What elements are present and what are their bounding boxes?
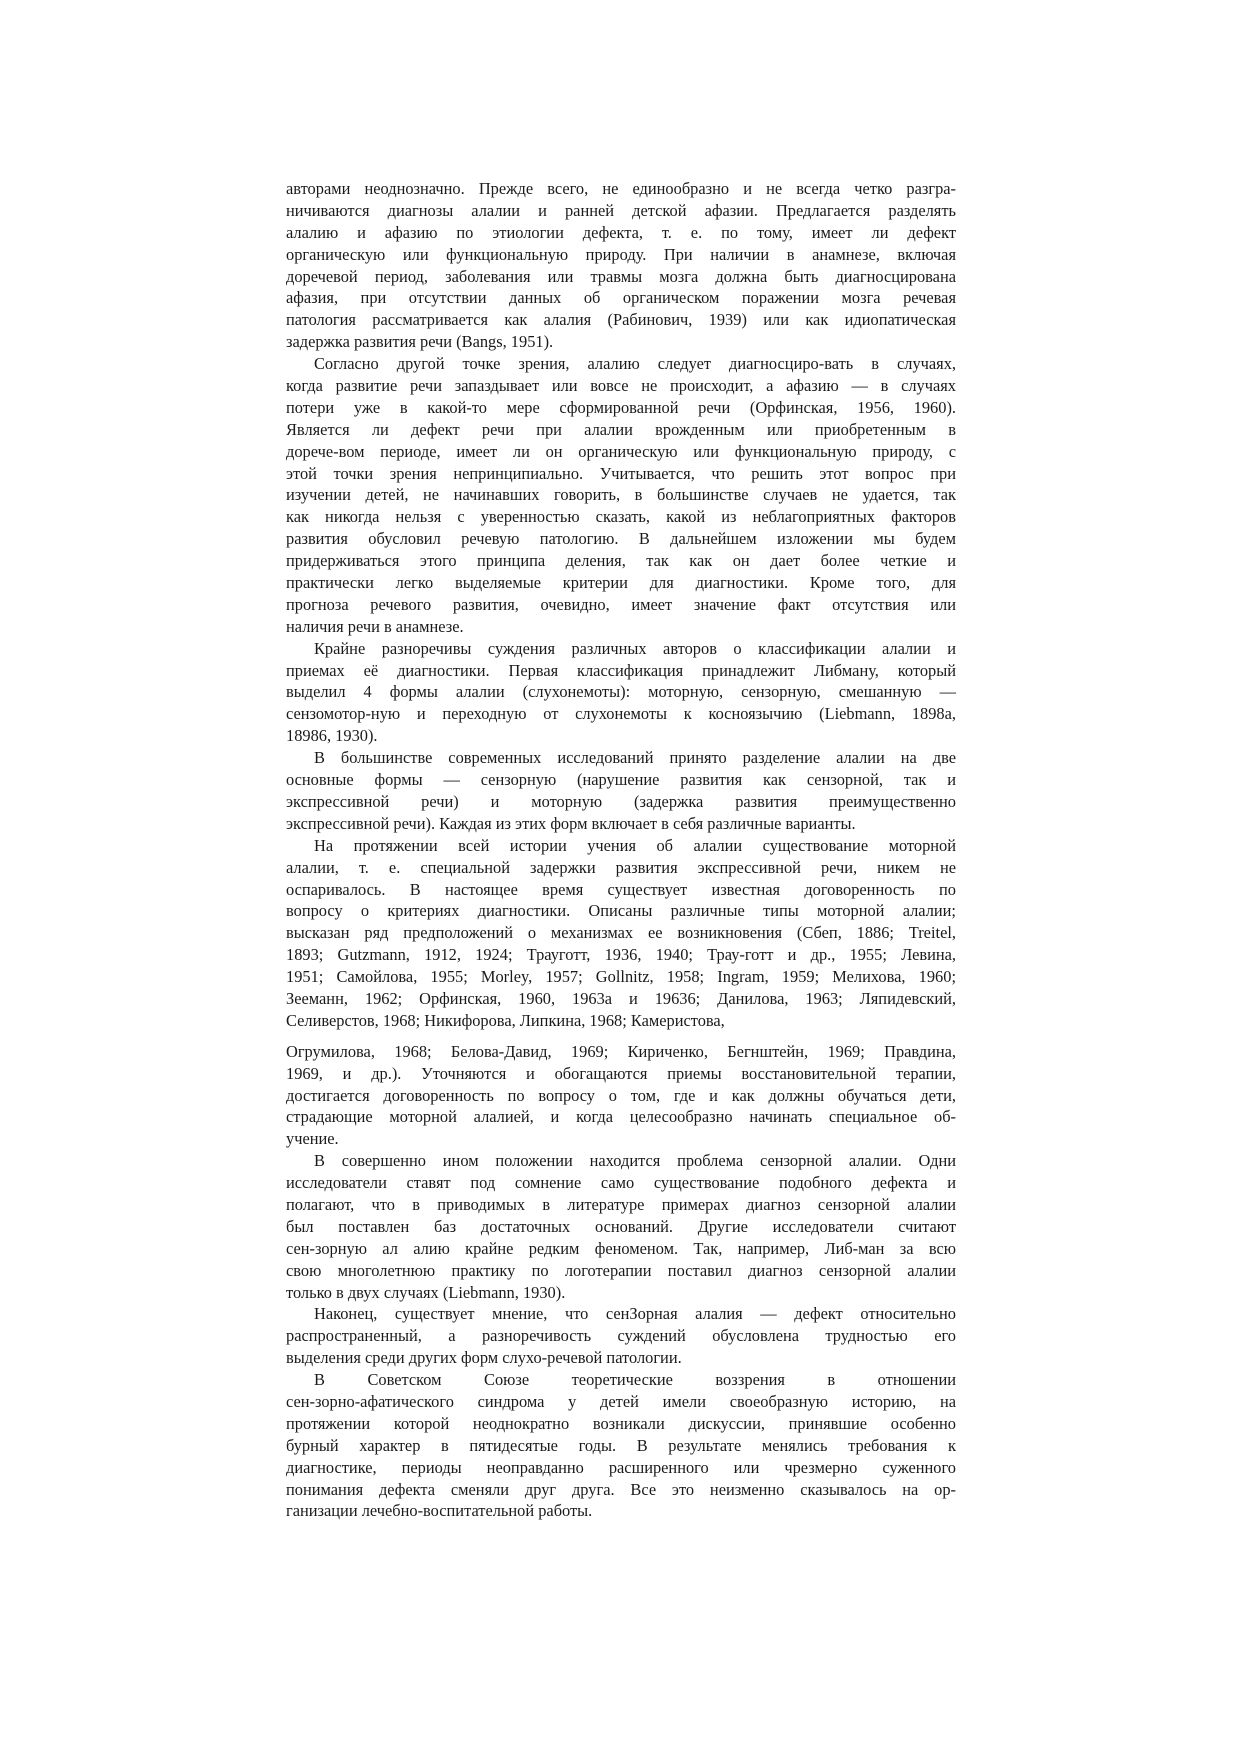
paragraph: [286, 353, 956, 638]
text-line: ничиваются диагнозы алалии и ранней детской афазии. Предлагается разделять: [286, 200, 956, 220]
text-line: учение.: [286, 1129, 339, 1149]
text-line: Крайне разноречивы суждения различных авторов о классификации алалии и: [314, 638, 956, 658]
text-line: дорече-вом периоде, имеет ли он органическую или функциональную природу, с: [286, 441, 956, 461]
text-line: страдающие моторной алалией, и когда целесообразно начинать специальное об-: [286, 1107, 956, 1127]
text-line: В Советском Союзе теоретические воззрения в отношении: [314, 1370, 956, 1390]
text-line: вопросу о критериях диагностики. Описаны различные типы моторной алалии;: [286, 901, 956, 921]
text-line: практически легко выделяемые критерии для диагностики. Кроме того, для: [286, 573, 956, 593]
paragraph: [286, 178, 956, 353]
text-line: Огрумилова, 1968; Белова-Давид, 1969; Кириченко, Бегнштейн, 1969; Правдина,: [286, 1041, 956, 1061]
text-line: выделил 4 формы алалии (слухонемоты): моторную, сензорную, смешанную —: [286, 682, 956, 702]
text-line: прогноза речевого развития, очевидно, имеет значение факт отсутствия или: [286, 594, 956, 614]
paragraph: [286, 1303, 956, 1369]
text-line: 1893; Gutzmann, 1912, 1924; Трауготт, 1936, 1940; Трау-готт и др., 1955; Левина,: [286, 945, 956, 965]
text-line: распространенный, а разноречивость суждений обусловлена трудностью его: [286, 1326, 956, 1346]
text-line: патология рассматривается как алалия (Рабинович, 1939) или как идиопатическая: [286, 310, 956, 330]
text-line: авторами неоднозначно. Прежде всего, не единообразно и не всегда четко разгра-: [286, 179, 956, 198]
paragraph: [286, 835, 956, 1032]
paragraph: [286, 747, 956, 835]
text-line: приемах её диагностики. Первая классификация принадлежит Либману, который: [286, 660, 956, 680]
text-line: основные формы — сензорную (нарушение развития как сензорной, так и: [286, 770, 956, 790]
text-line: ганизации лечебно-воспитательной работы.: [286, 1501, 593, 1521]
text-line: В совершенно ином положении находится проблема сензорной алалии. Одни: [314, 1151, 956, 1171]
text-line: как никогда нельзя с уверенностью сказать, какой из неблагоприятных факторов: [286, 507, 956, 527]
text-line: алалию и афазию по этиологии дефекта, т. е. по тому, имеет ли дефект: [286, 222, 956, 242]
paragraph: [286, 1041, 956, 1150]
text-line: экспрессивной речи). Каждая из этих форм включает в себя различные варианты.: [286, 813, 856, 833]
text-line: наличия речи в анамнезе.: [286, 616, 464, 636]
paragraph: [286, 638, 956, 747]
text-line: сензомотор-ную и переходную от слухонемоты к косноязычию (Liebmann, 1898а,: [286, 704, 956, 724]
text-line: исследователи ставят под сомнение само существование подобного дефекта и: [286, 1173, 956, 1193]
text-line: выделения среди других форм слухо-речевой патологии.: [286, 1348, 682, 1368]
paragraph: [286, 1369, 956, 1522]
text-line: только в двух случаях (Liebmann, 1930).: [286, 1282, 566, 1302]
text-line: свою многолетнюю практику по логотерапии поставил диагноз сензорной алалии: [286, 1260, 956, 1280]
text-line: бурный характер в пятидесятые годы. В результате менялись требования к: [286, 1435, 956, 1455]
text-line: изучении детей, не начинавших говорить, в большинстве случаев не удается, так: [286, 485, 956, 505]
text-line: Селиверстов, 1968; Никифорова, Липкина, 1968; Камеристова,: [286, 1010, 725, 1030]
text-line: протяжении которой неоднократно возникали дискуссии, принявшие особенно: [286, 1413, 956, 1433]
text-line: экспрессивной речи) и моторную (задержка развития преимущественно: [286, 791, 956, 811]
text-line: 18986, 1930).: [286, 726, 378, 746]
text-line: Согласно другой точке зрения, алалию следует диагносциро-вать в случаях,: [314, 354, 956, 374]
text-line: понимания дефекта сменяли друг друга. Все это неизменно сказывалось на ор-: [286, 1479, 956, 1499]
text-line: достигается договоренность по вопросу о том, где и как должны обучаться дети,: [286, 1085, 956, 1105]
text-line: высказан ряд предположений о механизмах ее возникновения (Сбеп, 1886; Treitel,: [286, 923, 956, 943]
text-line: оспаривалось. В настоящее время существует известная договоренность по: [286, 879, 956, 899]
text-line: задержка развития речи (Bangs, 1951).: [286, 332, 554, 352]
text-line: когда развитие речи запаздывает или вовсе не происходит, а афазию — в случаях: [286, 376, 956, 396]
document-page: [286, 178, 956, 1522]
text-line: сен-зорно-афатического синдрома у детей имели своеобразную историю, на: [286, 1391, 956, 1411]
text-line: В большинстве современных исследований принято разделение алалии на две: [314, 748, 956, 768]
text-line: развития обусловил речевую патологию. В дальнейшем изложении мы будем: [286, 529, 956, 549]
text-line: 1969, и др.). Уточняются и обогащаются приемы восстановительной терапии,: [286, 1063, 956, 1083]
text-line: этой точки зрения непринципиально. Учитывается, что решить этот вопрос при: [286, 463, 956, 483]
text-line: полагают, что в приводимых в литературе примерах диагноз сензорной алалии: [286, 1194, 956, 1214]
paragraph: [286, 1150, 956, 1303]
text-line: Зееманн, 1962; Орфинская, 1960, 1963а и 19636; Данилова, 1963; Ляпидевский,: [286, 988, 956, 1008]
text-line: сен-зорную ал алию крайне редким феноменом. Так, например, Либ-ман за всю: [286, 1238, 956, 1258]
text-line: афазия, при отсутствии данных об органическом поражении мозга речевая: [286, 288, 956, 308]
text-line: На протяжении всей истории учения об алалии существование моторной: [314, 835, 956, 855]
text-line: придерживаться этого принципа деления, так как он дает более четкие и: [286, 551, 956, 571]
text-line: органическую или функциональную природу. При наличии в анамнезе, включая: [286, 244, 956, 264]
text-line: 1951; Самойлова, 1955; Morley, 1957; Gollnitz, 1958; Ingram, 1959; Мелихова, 1960;: [286, 967, 956, 987]
text-line: был поставлен баз достаточных оснований. Другие исследователи считают: [286, 1216, 956, 1236]
text-line: алалии, т. е. специальной задержки развития экспрессивной речи, никем не: [286, 857, 956, 877]
text-line: Наконец, существует мнение, что сенЗорная алалия — дефект относительно: [314, 1304, 956, 1324]
text-line: диагностике, периоды неоправданно расширенного или чрезмерно суженного: [286, 1457, 956, 1477]
text-line: доречевой период, заболевания или травмы мозга должна быть диагносцирована: [286, 266, 956, 286]
text-line: Является ли дефект речи при алалии врожденным или приобретенным в: [286, 419, 956, 439]
text-line: потери уже в какой-то мере сформированной речи (Орфинская, 1956, 1960).: [286, 397, 956, 417]
